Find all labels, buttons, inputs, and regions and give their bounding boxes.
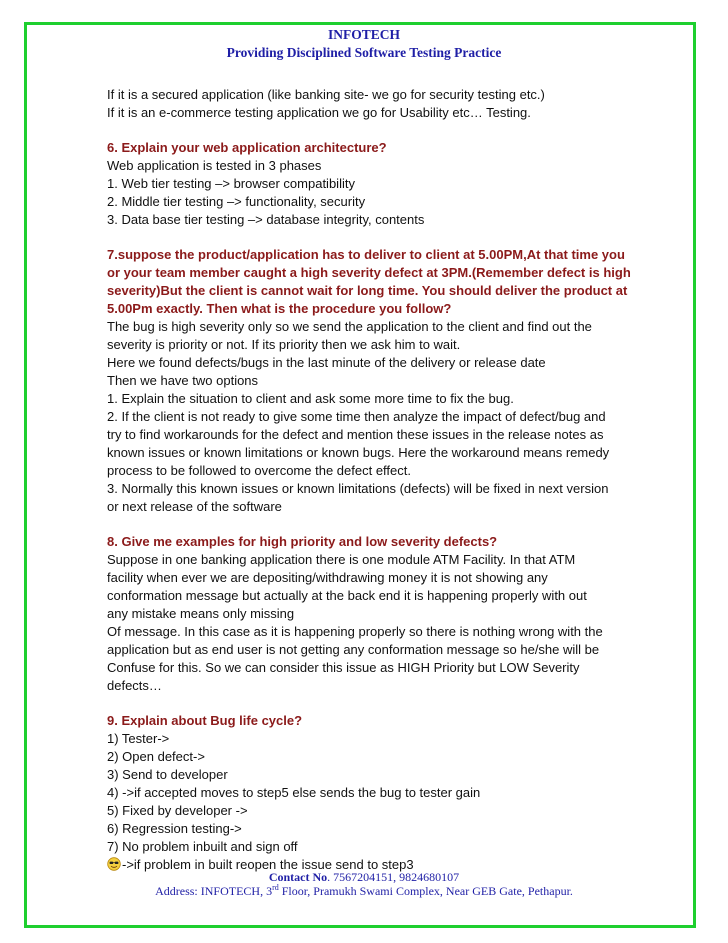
question-6: 6. Explain your web application architecture?	[107, 140, 387, 155]
answer-line: The bug is high severity only so we send the application to the client and find out the	[107, 319, 592, 334]
answer-line: facility when ever we are depositing/withdrawing money it is not showing any	[107, 570, 548, 585]
contact-label: Contact No	[268, 870, 328, 884]
question-8: 8. Give me examples for high priority and low severity defects?	[107, 534, 498, 549]
list-item: 4) ->if accepted moves to step5 else sends the bug to tester gain	[107, 785, 481, 800]
company-tagline: Providing Disciplined Software Testing Practice	[226, 45, 502, 60]
answer-line: 2. If the client is not ready to give some time then analyze the impact of defect/bug and	[107, 409, 606, 424]
contact-numbers: . 7567204151, 9824680107	[327, 870, 460, 884]
list-item: 2) Open defect->	[107, 749, 205, 764]
company-name: INFOTECH	[327, 27, 400, 42]
answer-line: Here we found defects/bugs in the last minute of the delivery or release date	[107, 355, 546, 370]
answer-line: any mistake means only missing	[107, 606, 295, 621]
question-7: severity)But the client is cannot wait for long time. You should deliver the product at	[107, 283, 628, 298]
intro-line: If it is a secured application (like banking site- we go for security testing etc.)	[107, 87, 545, 102]
answer-line: conformation message but actually at the back end it is happening properly with out	[107, 588, 587, 603]
question-7: 7.suppose the product/application has to deliver to client at 5.00PM,At that time you	[107, 247, 625, 262]
answer-line: application but as end user is not getting any conformation message so he/she will be	[107, 642, 600, 657]
answer-line: try to find workarounds for the defect and mention these issues in the release notes as	[107, 427, 604, 442]
address-suffix: Floor, Pramukh Swami Complex, Near GEB Gate, Pethapur.	[278, 884, 573, 898]
answer-line: Suppose in one banking application there is one module ATM Facility. In that ATM	[107, 552, 576, 567]
list-item: 3) Send to developer	[107, 767, 228, 782]
sunglasses-smiley-icon	[107, 857, 121, 871]
answer-line: Of message. In this case as it is happening properly so there is nothing wrong with the	[107, 624, 603, 639]
answer-line: known issues or known limitations or known bugs. Here the workaround means remedy	[107, 445, 610, 460]
answer-line: 2. Middle tier testing –> functionality, security	[107, 194, 366, 209]
answer-line: 1. Explain the situation to client and ask some more time to fix the bug.	[107, 391, 514, 406]
answer-line: 3. Data base tier testing –> database integrity, contents	[107, 212, 425, 227]
answer-line: Web application is tested in 3 phases	[107, 158, 322, 173]
list-item: 1) Tester->	[107, 731, 170, 746]
question-9: 9. Explain about Bug life cycle?	[107, 713, 303, 728]
list-item: 7) No problem inbuilt and sign off	[107, 839, 298, 854]
question-7: or your team member caught a high severity defect at 3PM.(Remember defect is high	[107, 265, 631, 280]
document-body	[107, 86, 631, 874]
answer-line: defects…	[107, 678, 162, 693]
answer-line: severity is priority or not. If its priority then we ask him to wait.	[107, 337, 461, 352]
answer-line: process to be followed to overcome the defect effect.	[107, 463, 411, 478]
list-item-text: ->if problem in built reopen the issue send to step3	[122, 857, 414, 872]
intro-line: If it is an e-commerce testing application we go for Usability etc… Testing.	[107, 105, 531, 120]
answer-line: 1. Web tier testing –> browser compatibility	[107, 176, 355, 191]
answer-line: Then we have two options	[107, 373, 259, 388]
question-7: 5.00Pm exactly. Then what is the procedure you follow?	[107, 301, 452, 316]
document-header	[0, 26, 728, 61]
list-item: 5) Fixed by developer ->	[107, 803, 248, 818]
address-prefix: Address: INFOTECH, 3	[155, 884, 273, 898]
answer-line: Confuse for this. So we can consider this issue as HIGH Priority but LOW Severity	[107, 660, 580, 675]
footer-address	[0, 883, 728, 899]
answer-line: or next release of the software	[107, 499, 282, 514]
answer-line: 3. Normally this known issues or known limitations (defects) will be fixed in next version	[107, 481, 609, 496]
list-item: 6) Regression testing->	[107, 821, 242, 836]
address-sup: rd	[272, 883, 279, 892]
